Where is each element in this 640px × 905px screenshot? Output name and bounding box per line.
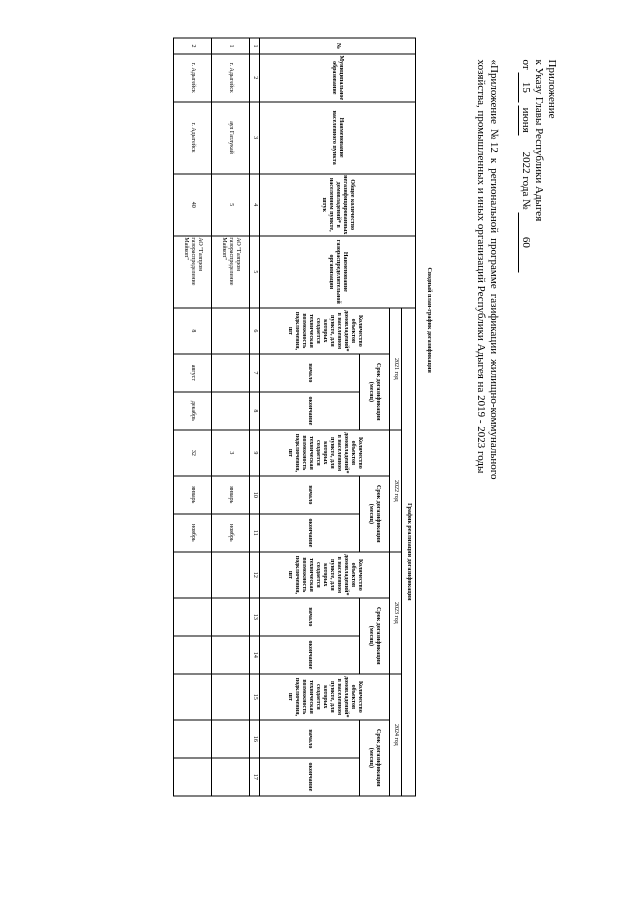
header-start-2021: начало — [260, 354, 360, 392]
header-settlement: Наименование населенного пункта — [260, 102, 416, 174]
row-2022-count: 32 — [174, 430, 212, 476]
col-number: 12 — [250, 552, 260, 598]
header-count-2023: Количество объектов домовладений* в населенном пункте, для которых создается техническая возможность подключения, шт — [260, 552, 390, 598]
row-2021-end: декабрь — [174, 392, 212, 430]
row-2024-end — [174, 758, 212, 796]
decree-day: 15 — [518, 72, 532, 102]
row-num: 2 — [174, 38, 212, 54]
header-year-2021: 2021 год — [390, 308, 402, 430]
row-2023-start — [212, 598, 250, 636]
appendix-header — [518, 60, 558, 360]
decree-month: июня — [518, 105, 532, 135]
header-count-2021: Количество объектов домовладений* в населенном пункте, для которых создается техническая возможность подключения, шт — [260, 308, 390, 354]
col-number: 7 — [250, 354, 260, 392]
row-2021-count — [212, 308, 250, 354]
row-2023-count — [174, 552, 212, 598]
row-2023-count — [212, 552, 250, 598]
header-term-2022: Срок догазификации (месяц) — [360, 476, 390, 552]
header-term-2021: Срок догазификации (месяц) — [360, 354, 390, 430]
decree-number: 60 — [518, 212, 532, 272]
row-municipality: г. Адыгейск — [212, 54, 250, 102]
row-org: АО "Газпром газораспределение Майкоп" — [212, 236, 250, 308]
row-2022-count: 3 — [212, 430, 250, 476]
row-settlement: аул Гатлукай — [212, 102, 250, 174]
col-number: 14 — [250, 636, 260, 674]
column-number-row — [250, 38, 260, 796]
gasification-schedule-table — [173, 38, 416, 797]
row-2021-end — [212, 392, 250, 430]
header-year-2023: 2023 год — [390, 552, 402, 674]
col-number: 15 — [250, 674, 260, 720]
row-2022-start: январь — [174, 476, 212, 514]
header-year-2022: 2022 год — [390, 430, 402, 552]
row-2024-start — [212, 720, 250, 758]
table-row — [174, 38, 212, 796]
table-row — [212, 38, 250, 796]
row-settlement: г. Адыгейск — [174, 102, 212, 174]
header-end-2023: окончание — [260, 636, 360, 674]
col-number: 11 — [250, 514, 260, 552]
header-num: № — [260, 38, 416, 54]
col-number: 5 — [250, 236, 260, 308]
row-2022-end: ноябрь — [174, 514, 212, 552]
header-term-2023: Срок догазификации (месяц) — [360, 598, 390, 674]
col-number: 6 — [250, 308, 260, 354]
row-2023-end — [212, 636, 250, 674]
col-number: 4 — [250, 174, 260, 236]
row-2024-end — [212, 758, 250, 796]
row-org: АО "Газпром газораспределение Майкоп" — [174, 236, 212, 308]
header-count-2022: Количество объектов домовладений* в населенном пункте, для которых создается техническая возможность подключения, шт — [260, 430, 390, 476]
header-org: Наименование газораспределительной организации — [260, 236, 416, 308]
header-start-2023: начало — [260, 598, 360, 636]
col-number: 13 — [250, 598, 260, 636]
appendix-label: Приложение — [546, 59, 558, 119]
col-number: 17 — [250, 758, 260, 796]
decree-reference: к Указу Главы Республики Адыгея — [533, 59, 545, 222]
row-total: 5 — [212, 174, 250, 236]
col-number: 2 — [250, 54, 260, 102]
header-end-2021: окончание — [260, 392, 360, 430]
header-term-2024: Срок догазификации (месяц) — [360, 720, 390, 796]
row-2024-start — [174, 720, 212, 758]
col-number: 9 — [250, 430, 260, 476]
row-2021-start — [212, 354, 250, 392]
col-number: 1 — [250, 38, 260, 54]
row-2023-end — [174, 636, 212, 674]
row-2021-count: 8 — [174, 308, 212, 354]
row-municipality: г. Адыгейск — [174, 54, 212, 102]
row-2023-start — [174, 598, 212, 636]
header-year-2024: 2024 год — [390, 674, 402, 796]
row-2022-end: ноябрь — [212, 514, 250, 552]
col-number: 10 — [250, 476, 260, 514]
row-total: 40 — [174, 174, 212, 236]
header-schedule: График реализации догазификации — [402, 308, 416, 796]
header-count-2024: Количество объектов домовладений* в населенном пункте, для которых создается техническая возможность подключения, шт — [260, 674, 390, 720]
col-number: 3 — [250, 102, 260, 174]
header-end-2024: окончание — [260, 758, 360, 796]
row-num: 1 — [212, 38, 250, 54]
header-end-2022: окончание — [260, 514, 360, 552]
col-number: 16 — [250, 720, 260, 758]
header-municipality: Муниципальное образование — [260, 54, 416, 102]
decree-date: от 15 июня 2022 года № 60 — [518, 60, 532, 360]
annex-paragraph: «Приложение №12 к региональной программе газификации жилищно-коммунального хозяйства, промышленных и иных организаций Республики Адыгея на 2019 - 2023 годы — [475, 59, 500, 480]
row-2024-count — [212, 674, 250, 720]
header-total: Общее количество негазифицированных домовладений* в населенном пункте, штук — [260, 174, 416, 236]
row-2024-count — [174, 674, 212, 720]
header-start-2024: начало — [260, 720, 360, 758]
row-2022-start: январь — [212, 476, 250, 514]
col-number: 8 — [250, 392, 260, 430]
header-start-2022: начало — [260, 476, 360, 514]
row-2021-start: август — [174, 354, 212, 392]
document-title: Сводный план-график догазификации — [426, 267, 432, 373]
